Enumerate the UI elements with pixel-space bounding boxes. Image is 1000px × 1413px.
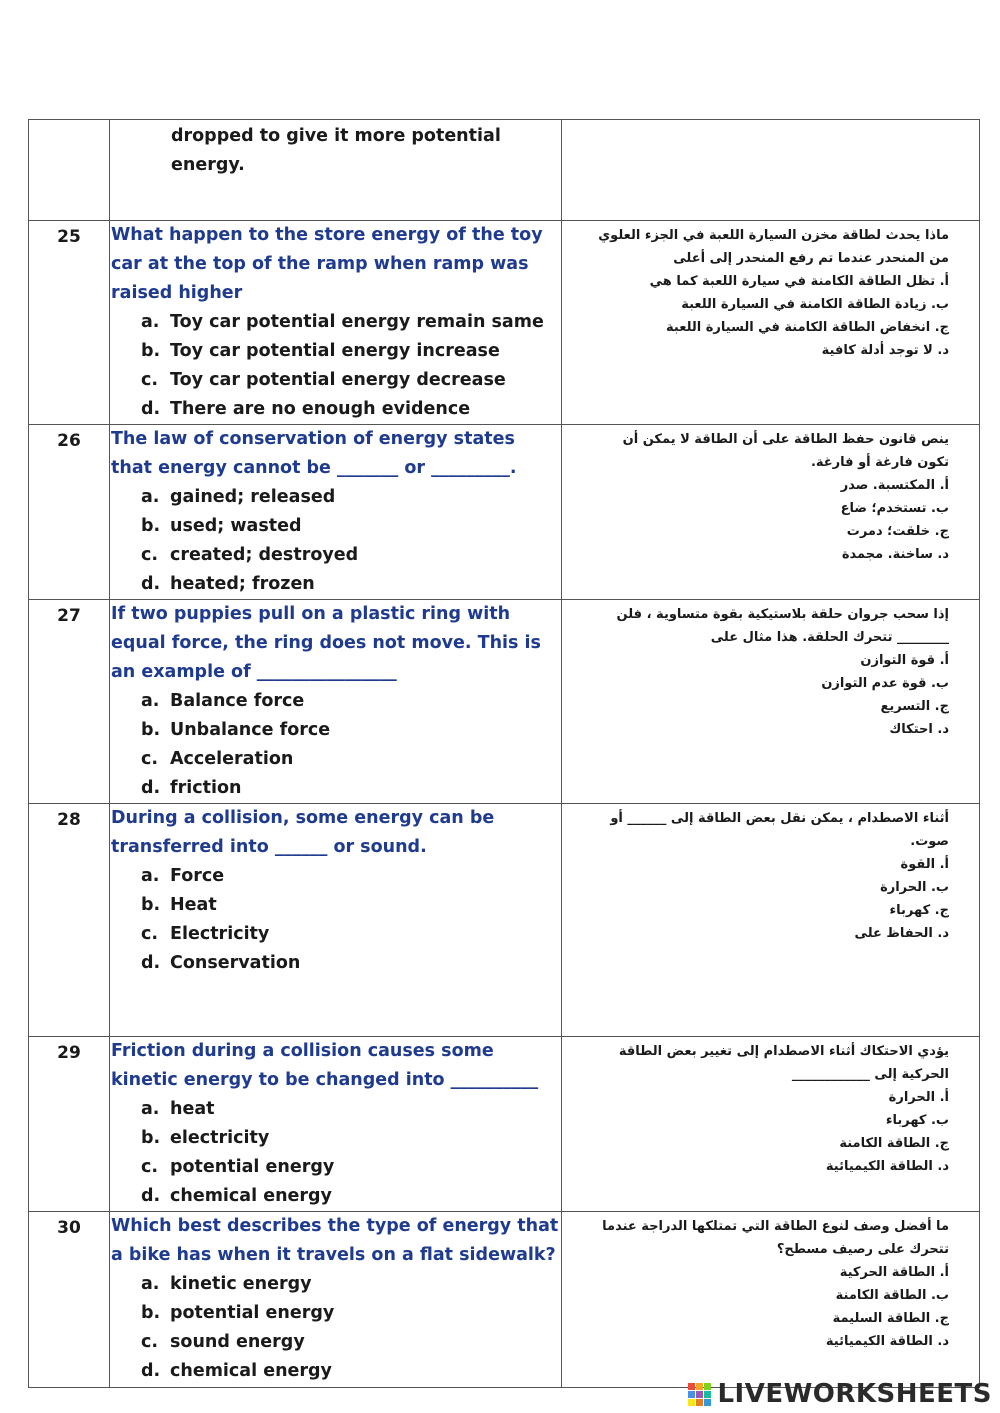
option-letter: d. (141, 778, 161, 798)
arabic-line: ج. الطاقة الكامنة (839, 1136, 949, 1151)
question-text: What happen to the store energy of the toy car at the top of the ramp when ramp was raised higher (111, 225, 543, 303)
arabic-line: ب. تستخدم؛ ضاع (840, 501, 949, 516)
option-text: kinetic energy (170, 1274, 312, 1294)
arabic-cell (562, 804, 980, 1037)
english-cell (110, 600, 562, 804)
option-text: Unbalance force (170, 720, 331, 740)
option-item (141, 366, 561, 395)
arabic-cell (562, 1037, 980, 1212)
option-text: sound energy (170, 1332, 305, 1352)
option-text: used; wasted (170, 516, 302, 536)
option-item (141, 337, 561, 366)
arabic-line: أ. تظل الطاقة الكامنة في سيارة اللعبة كما هي (649, 274, 949, 289)
option-list (110, 862, 561, 978)
arabic-line: د. الطاقة الكيميائية (825, 1334, 949, 1349)
arabic-translation (609, 425, 963, 566)
question-row (29, 425, 980, 600)
english-cell (110, 1212, 562, 1388)
english-cell (110, 221, 562, 425)
option-text: electricity (170, 1128, 270, 1148)
option-letter: c. (141, 545, 159, 565)
option-item (141, 483, 561, 512)
option-item (141, 1357, 561, 1386)
arabic-line: ينص قانون حفظ الطاقة على أن الطاقة لا يمكن أن (622, 432, 949, 447)
option-item (141, 541, 561, 570)
option-text: heat (170, 1099, 215, 1119)
arabic-line: ب. قوة عدم التوازن (821, 676, 949, 691)
logo-text: LIVEWORKSHEETS (717, 1379, 992, 1409)
arabic-line: أ. الطاقة الحركية (839, 1265, 949, 1280)
option-text: potential energy (170, 1157, 335, 1177)
logo-square (696, 1383, 703, 1390)
option-item (141, 1182, 561, 1211)
option-letter: a. (141, 487, 160, 507)
arabic-line: ج. انخفاض الطاقة الكامنة في السيارة اللعبة (666, 320, 949, 335)
option-text: Acceleration (170, 749, 294, 769)
option-item (141, 570, 561, 599)
arabic-line: ج. التسريع (880, 699, 949, 714)
option-list (110, 687, 561, 803)
english-cell (110, 425, 562, 600)
question-text: Friction during a collision causes some kinetic energy to be changed into __________ (111, 1041, 539, 1090)
question-row (29, 221, 980, 425)
question-row (29, 600, 980, 804)
worksheet-rows (29, 120, 980, 1388)
arabic-line: صوت. (910, 834, 949, 849)
option-letter: d. (141, 399, 161, 419)
option-item (141, 774, 561, 803)
worksheet-table (28, 119, 980, 1388)
arabic-line: أثناء الاصطدام ، يمكن نقل بعض الطاقة إلى ______ أو (610, 811, 949, 826)
arabic-line: ________ تتحرك الحلقة. هذا مثال على (710, 630, 949, 645)
arabic-line: الحركية إلى ____________ (791, 1067, 949, 1082)
arabic-translation (609, 1037, 963, 1178)
option-text: created; destroyed (170, 545, 359, 565)
question-number (29, 120, 110, 221)
arabic-line: ج. كهرباء (889, 903, 949, 918)
option-item (141, 716, 561, 745)
arabic-line: أ. الحرارة (888, 1090, 949, 1105)
liveworksheets-logo (688, 1377, 992, 1411)
question-text: The law of conservation of energy states that energy cannot be _______ or _________. (111, 429, 517, 478)
arabic-line: أ. قوة التوازن (860, 653, 949, 668)
arabic-line: ب. كهرباء (885, 1113, 949, 1128)
logo-mark-icon (688, 1383, 711, 1406)
option-list (110, 308, 561, 424)
option-item (141, 862, 561, 891)
option-letter: c. (141, 1157, 159, 1177)
option-item (141, 891, 561, 920)
logo-square (696, 1399, 703, 1406)
option-item (141, 920, 561, 949)
option-letter: c. (141, 924, 159, 944)
option-item (141, 1153, 561, 1182)
arabic-line: د. ساخنة. مجمدة (841, 547, 949, 562)
arabic-line: د. الطاقة الكيميائية (825, 1159, 949, 1174)
question-row (29, 1037, 980, 1212)
logo-square (704, 1391, 711, 1398)
option-letter: d. (141, 574, 161, 594)
english-cell (110, 804, 562, 1037)
question-number: 29 (29, 1037, 110, 1212)
logo-square (688, 1399, 695, 1406)
option-item (141, 512, 561, 541)
logo-square (696, 1391, 703, 1398)
option-list (110, 483, 561, 599)
arabic-line: د. الحفاظ على (854, 926, 949, 941)
question-number: 25 (29, 221, 110, 425)
option-item (141, 745, 561, 774)
question-number: 27 (29, 600, 110, 804)
option-text: Heat (170, 895, 217, 915)
option-letter: a. (141, 1099, 160, 1119)
logo-square (688, 1383, 695, 1390)
question-row (29, 804, 980, 1037)
continuation-cell (110, 120, 562, 221)
option-text: friction (170, 778, 242, 798)
option-item (141, 1328, 561, 1357)
arabic-line: أ. المكتسبة. صدر (840, 478, 949, 493)
option-letter: d. (141, 1361, 161, 1381)
arabic-line: تتحرك على رصيف مسطح؟ (776, 1242, 949, 1257)
option-item (141, 1095, 561, 1124)
option-text: Toy car potential energy increase (170, 341, 500, 361)
arabic-line: إذا سحب جروان حلقة بلاستيكية بقوة متساوية ، فلن (616, 607, 949, 622)
option-text: Electricity (170, 924, 270, 944)
option-text: chemical energy (170, 1186, 332, 1206)
arabic-translation (598, 221, 963, 362)
option-letter: a. (141, 691, 160, 711)
question-number: 30 (29, 1212, 110, 1388)
option-text: Balance force (170, 691, 305, 711)
continuation-line: dropped to give it more potential (171, 126, 501, 146)
continuation-row (29, 120, 980, 221)
option-text: Force (170, 866, 225, 886)
question-number: 26 (29, 425, 110, 600)
arabic-line: من المنحدر عندما تم رفع المنحدر إلى أعلى (673, 251, 949, 266)
logo-square (688, 1391, 695, 1398)
logo-square (704, 1383, 711, 1390)
option-item (141, 687, 561, 716)
arabic-translation (602, 1212, 963, 1353)
question-text: Which best describes the type of energy that a bike has when it travels on a flat sidewalk? (111, 1216, 559, 1265)
arabic-cell (562, 1212, 980, 1388)
arabic-line: يؤدي الاحتكاك أثناء الاصطدام إلى تغيير بعض الطاقة (618, 1044, 949, 1059)
arabic-line: د. لا توجد أدلة كافية (821, 343, 949, 358)
option-text: Toy car potential energy decrease (170, 370, 506, 390)
option-letter: b. (141, 516, 161, 536)
option-letter: b. (141, 1128, 161, 1148)
option-text: chemical energy (170, 1361, 332, 1381)
option-item (141, 1299, 561, 1328)
option-letter: a. (141, 312, 160, 332)
english-cell (110, 1037, 562, 1212)
arabic-line: ماذا يحدث لطاقة مخزن السيارة اللعبة في الجزء العلوي (598, 228, 949, 243)
arabic-line: ج. الطاقة السليمة (832, 1311, 949, 1326)
arabic-translation (609, 804, 963, 945)
arabic-line: ب. الطاقة الكامنة (835, 1288, 949, 1303)
option-letter: b. (141, 1303, 161, 1323)
question-row (29, 1212, 980, 1388)
option-text: Conservation (170, 953, 301, 973)
option-item (141, 308, 561, 337)
option-text: Toy car potential energy remain same (170, 312, 544, 332)
option-list (110, 1095, 561, 1211)
option-letter: d. (141, 953, 161, 973)
arabic-line: تكون فارغة أو فارغة. (810, 455, 949, 470)
arabic-line: ج. خلقت؛ دمرت (846, 524, 949, 539)
arabic-translation (609, 600, 963, 741)
continuation-line: energy. (171, 155, 245, 175)
option-letter: d. (141, 1186, 161, 1206)
question-number: 28 (29, 804, 110, 1037)
option-item (141, 1270, 561, 1299)
option-item (141, 1124, 561, 1153)
arabic-line: ما أفضل وصف لنوع الطاقة التي تمتلكها الدراجة عندما (602, 1219, 949, 1234)
option-letter: b. (141, 895, 161, 915)
question-text: If two puppies pull on a plastic ring with equal force, the ring does not move. This is an example of ________________ (111, 604, 541, 682)
option-text: heated; frozen (170, 574, 315, 594)
arabic-cell (562, 221, 980, 425)
option-letter: a. (141, 866, 160, 886)
option-text: gained; released (170, 487, 336, 507)
option-letter: a. (141, 1274, 160, 1294)
arabic-line: أ. القوة (900, 857, 949, 872)
logo-square (704, 1399, 711, 1406)
option-letter: c. (141, 1332, 159, 1352)
arabic-cell (562, 600, 980, 804)
option-text: There are no enough evidence (170, 399, 471, 419)
option-text: potential energy (170, 1303, 335, 1323)
arabic-line: د. احتكاك (889, 722, 949, 737)
option-item (141, 949, 561, 978)
option-letter: b. (141, 720, 161, 740)
arabic-line: ب. الحرارة (880, 880, 949, 895)
arabic-cell-empty (562, 120, 980, 221)
option-letter: b. (141, 341, 161, 361)
option-letter: c. (141, 370, 159, 390)
option-list (110, 1270, 561, 1386)
option-letter: c. (141, 749, 159, 769)
question-text: During a collision, some energy can be transferred into ______ or sound. (111, 808, 495, 857)
option-item (141, 395, 561, 424)
arabic-line: ب. زيادة الطاقة الكامنة في السيارة اللعبة (681, 297, 949, 312)
arabic-cell (562, 425, 980, 600)
